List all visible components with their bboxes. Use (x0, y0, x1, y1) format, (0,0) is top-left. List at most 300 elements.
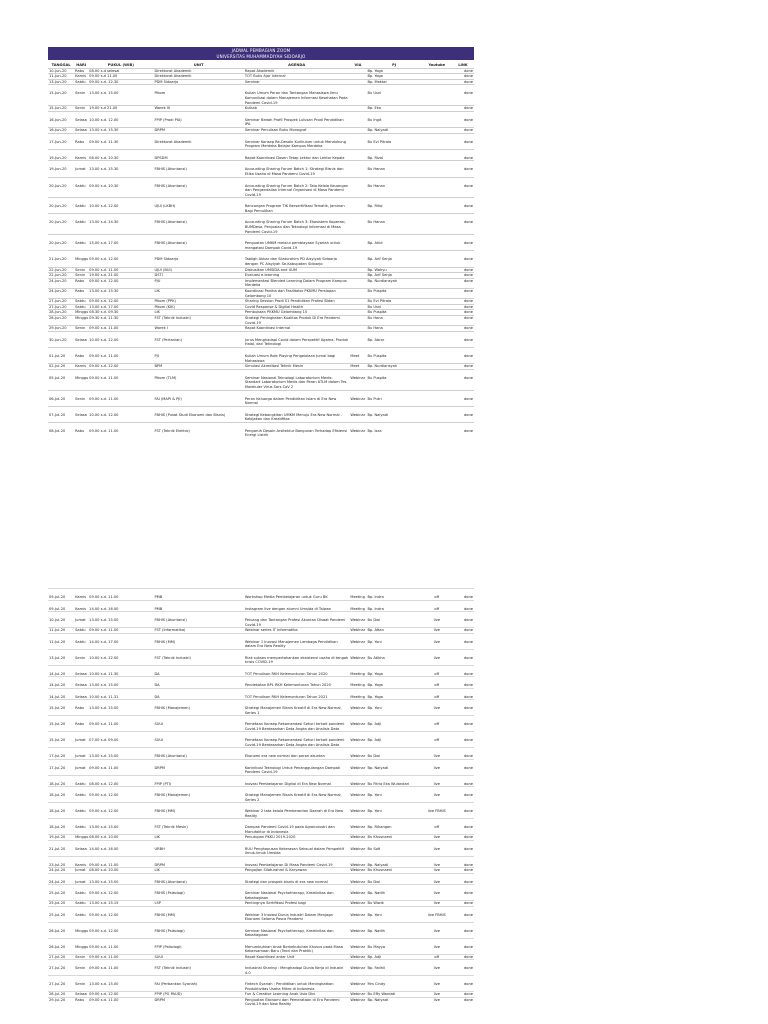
cell-youtube: live (422, 649, 452, 665)
cell-hari: Kamis (74, 364, 88, 370)
cell-via: Webinar (349, 787, 366, 803)
cell-link: done (452, 589, 474, 601)
table-row (48, 873, 474, 885)
cell-hari: Rabu (74, 716, 88, 732)
table-row (48, 716, 474, 732)
cell-agenda: Covid Response & Digital Health (244, 304, 349, 310)
cell-pj: Bu Hanan (366, 214, 421, 235)
cell-link: done (452, 326, 474, 332)
cell-agenda: Kontribusi Teknologi Untuk Penanggulangan Dampak Pandemi Covid-19 (244, 759, 349, 775)
cell-pj: Bp. Adji (366, 716, 421, 732)
cell-agenda: Webinar 2 tata kelola Pemberontan Daerah di Era New Reality (244, 803, 349, 819)
cell-pukul: 10.00 s.d. 12.00 (88, 198, 153, 214)
cell-pukul: 09.00 s.d. 11.00 (88, 938, 153, 954)
cell-tanggal: 24-Jul-20 (48, 873, 74, 885)
cell-tanggal: 24-Jun-20 (48, 289, 74, 299)
cell-link: done (452, 976, 474, 992)
cell-hari: Minggu (74, 251, 88, 267)
cell-unit: DA (153, 677, 243, 689)
cell-via: Meeting (349, 688, 366, 700)
cell-link: done (452, 85, 474, 106)
cell-youtube: live (422, 700, 452, 716)
cell-tanggal: 14-Jul-20 (48, 665, 74, 677)
cell-agenda: Dampak Pandemi Covid-19 pada Agroindustri dan Manufaktur di Indonesia (244, 819, 349, 835)
cell-unit: FBHIS (Akuntansi) (153, 612, 243, 628)
cell-unit: FST (Teknik Elektro) (153, 422, 243, 438)
cell-pukul: 14.00 s.d. 16.00 (88, 600, 153, 612)
cell-hari: Minggu (75, 835, 89, 839)
cell-link: done (452, 700, 474, 716)
cell-youtube (422, 149, 452, 161)
cell-via: Webinar (349, 422, 366, 438)
cell-tanggal: 25-Jul-20 (48, 885, 74, 901)
cell-pukul: 08.00 s.d. 12.00 (88, 775, 153, 787)
cell-link: done (452, 835, 474, 841)
cell-youtube: live (422, 868, 452, 874)
cell-tanggal: 17-Jul-20 (48, 759, 74, 775)
table-row (48, 633, 474, 649)
cell-unit: FAI (Perbankan Syariah) (153, 976, 243, 992)
header-pukul: PUKUL (WIB) (107, 63, 134, 67)
cell-pj: Bp. Fadhil (366, 960, 421, 976)
cell-pukul: 09.30 s.d. 11.30 (88, 315, 153, 325)
table-row (48, 289, 474, 299)
table-row (48, 748, 474, 760)
cell-tanggal: 16-Jun-20 (48, 111, 74, 127)
cell-tanggal: 28-Jun-20 (48, 310, 74, 316)
cell-hari: Senin (74, 390, 88, 406)
table-row (48, 111, 474, 127)
cell-tanggal: 27-Jun-20 (48, 304, 74, 310)
cell-link: done (452, 649, 474, 665)
cell-agenda: TOT Buku Ajar Internal (244, 74, 349, 80)
schedule-sheet-2 (48, 588, 474, 1007)
table-row (48, 390, 474, 406)
cell-unit: FST (Teknik Industri) (153, 315, 243, 325)
cell-agenda: Koordinasi Panitia dan Fasilitator PKKMU Persiapan Gelombang 10 (244, 289, 349, 299)
cell-unit: DA (153, 665, 243, 677)
cell-youtube (422, 315, 452, 325)
cell-pj: Bu Mayya (366, 938, 421, 954)
cell-pj: Bp. Yoga (366, 665, 421, 677)
cell-via: Webinar (349, 906, 366, 922)
cell-link: done (452, 901, 474, 907)
cell-unit: Direktorat Akademik (153, 133, 243, 149)
cell-pj: Bp. Rihangan (366, 819, 421, 835)
cell-agenda: Implementasi Blended Learning Dalam Program Kampus Merdeka (244, 278, 349, 288)
cell-hari: Sabtu (74, 775, 88, 787)
cell-agenda: Rapat Koordinasi antar Unit (244, 954, 349, 960)
cell-unit: FST (Teknik Industri) (153, 649, 243, 665)
cell-agenda: Inovasi Pembelajaran Digital di Era New Normal (244, 775, 349, 787)
cell-pj: Bu Puspita (366, 369, 421, 390)
cell-link: done (452, 819, 474, 835)
table-row (48, 422, 474, 438)
table-row (48, 406, 474, 422)
cell-youtube (422, 331, 452, 347)
cell-via: Webinar (349, 803, 366, 819)
header-unit: UNIT (193, 63, 204, 67)
cell-unit: FBHIS (Akuntansi) (153, 873, 243, 885)
cell-pj: Bp. Nadih (366, 922, 421, 938)
cell-hari: Minggu (74, 369, 88, 390)
schedule-sheet-1 (48, 47, 474, 438)
cell-unit: PMB (153, 589, 243, 601)
table-row (48, 906, 474, 922)
cell-via: Webinar (350, 835, 366, 839)
cell-via (349, 331, 366, 347)
cell-unit: DRPM (153, 127, 243, 133)
cell-tanggal: 27-Jul-20 (48, 976, 74, 992)
cell-pukul: 09.00 s.d. 11.00 (88, 326, 153, 332)
cell-pj: Bp. Nalyadi (366, 406, 421, 422)
cell-link: done (452, 251, 474, 267)
table-row (48, 251, 474, 267)
cell-pj: Bu Fitria Eka Wulandari (366, 775, 421, 787)
cell-hari: Rabu (74, 68, 88, 74)
cell-via: Webinar (349, 390, 366, 406)
cell-tanggal: 11-Jul-20 (48, 633, 74, 649)
cell-tanggal: 26-Jul-20 (48, 922, 74, 938)
cell-pj: Bp. Adji (366, 954, 421, 960)
cell-link: done (452, 310, 474, 316)
cell-pukul: 09.00 s.d. 12.00 (88, 278, 153, 288)
cell-tanggal: 15-Jul-20 (48, 732, 74, 748)
cell-tanggal: 18-Jul-20 (48, 787, 74, 803)
cell-link: done (452, 922, 474, 938)
cell-link: done (452, 214, 474, 235)
cell-hari: Rabu (74, 422, 88, 438)
cell-youtube (422, 198, 452, 214)
cell-via: Webinar (349, 748, 366, 760)
cell-hari: Selasa (74, 331, 88, 347)
cell-tanggal: 18-Jul-20 (48, 775, 74, 787)
cell-pukul: 13.00 s.d. 15.00 (88, 976, 153, 992)
cell-unit: DA (153, 688, 243, 700)
cell-tanggal: 21-Jun-20 (48, 251, 74, 267)
cell-tanggal: 17-Jul-20 (48, 748, 74, 760)
cell-unit: Pikom (KIK) (153, 304, 243, 310)
cell-pukul: 08.00 s.d. 10.30 (88, 149, 153, 161)
cell-hari: Sabtu (74, 819, 88, 835)
cell-agenda: Rapat Akademik (244, 68, 349, 74)
cell-via: Webinar (349, 369, 366, 390)
table-row (48, 612, 474, 628)
cell-youtube (422, 369, 452, 390)
cell-tanggal: 10-Jun-20 (48, 68, 74, 74)
cell-pj: Bu Effy Wardati (366, 992, 421, 998)
cell-unit: FBHIS (Psikologi) (153, 885, 243, 901)
table-row (48, 677, 474, 689)
cell-link: done (452, 906, 474, 922)
cell-agenda: Kuliah Umum Peran dan Tantangan Mahasiswa Ilmu Komunikasi dalam Manajemen Informasi Kesehatan Pada Pandemi Covid-19 (244, 85, 349, 106)
cell-tanggal: 19-Jun-20 (48, 161, 74, 177)
cell-hari: Senin (74, 649, 88, 665)
cell-hari: Sabtu (74, 906, 88, 922)
cell-pj: Bp. Nalyadi (366, 127, 421, 133)
table-row (48, 665, 474, 677)
header-row (48, 60, 474, 68)
cell-youtube (422, 85, 452, 106)
cell-pukul: 09.00 s.d. 11.00 (88, 997, 153, 1007)
cell-youtube: live (422, 612, 452, 628)
cell-unit: FST (Informatika) (153, 628, 243, 634)
cell-hari: Selasa (75, 127, 87, 132)
cell-tanggal: 14-Jul-20 (48, 677, 74, 689)
cell-link: done (452, 775, 474, 787)
cell-unit: DSTI (153, 273, 243, 279)
cell-agenda: Evaluasi e-learning (244, 273, 349, 279)
cell-agenda: RUU Penghapusan Kekerasan Seksual dalam Perspektif Ilmuk-ilmuk Umsida (244, 840, 349, 856)
cell-pukul: 13.00 s.d. 15.30 (88, 127, 153, 133)
cell-via: Webinar (349, 938, 366, 954)
cell-unit: DRPM (153, 759, 243, 775)
cell-pukul: 08.00 s.d. 10.00 (88, 835, 153, 841)
cell-hari: Jumat (74, 748, 88, 760)
cell-pj: Bp. Yoga (366, 688, 421, 700)
cell-hari: Senin (74, 106, 88, 112)
cell-via: Webinar (349, 649, 366, 665)
cell-pj: Bp. Yoni (366, 906, 421, 922)
cell-tanggal: 22-Jun-20 (48, 267, 74, 273)
cell-pj: Bu Evi Pitrala (366, 133, 421, 149)
cell-agenda: Industrial Sharing : Menghadapi Dunia Kerja di Industri 4.0 (244, 960, 349, 976)
cell-link: done (452, 235, 474, 251)
table-row (48, 775, 474, 787)
cell-youtube: off (422, 688, 452, 700)
cell-link: done (452, 422, 474, 438)
cell-pukul: 10.00 s.d. 12.00 (88, 649, 153, 665)
cell-agenda: Pengajian Silaturahmi & Karyawan (244, 868, 349, 874)
cell-youtube (422, 289, 452, 299)
cell-hari: Minggu (75, 310, 89, 315)
table-row (48, 732, 474, 748)
cell-unit: SUUI (153, 716, 243, 732)
cell-via (349, 149, 366, 161)
cell-hari: Minggu (74, 938, 88, 954)
header-agenda: AGENDA (288, 63, 306, 67)
cell-agenda: Webinar series IT Informatika (244, 628, 349, 634)
schedule-table-2 (48, 588, 474, 1007)
title-banner (48, 47, 474, 60)
cell-tanggal: 13-Jun-20 (48, 79, 74, 85)
cell-hari: Sabtu (74, 885, 88, 901)
cell-tanggal: 16-Jun-20 (48, 127, 74, 133)
cell-agenda: Peluang dan Tantangan Profesi Akuntan Disaat Pandemi Covid-19 (244, 612, 349, 628)
cell-youtube: live (422, 938, 452, 954)
cell-pukul: 09.00 s.d. 11.30 (88, 133, 153, 149)
cell-pukul: 13.00 s.d. 15.30 (88, 289, 153, 299)
cell-agenda: Pemetaan Konsep Rekomendasi Sekuri terkait pandemi Covid-19 Berdasarkan Data Angka dan Analisis Data (244, 732, 349, 748)
cell-tanggal: 15-Jul-20 (48, 716, 74, 732)
cell-unit: FPIP (PG PAUD) (153, 992, 243, 998)
cell-agenda: Strategi Kebangkitan UMKM Menuju Era New Normal - Kebijakan dan Kreatifitas (244, 406, 349, 422)
cell-youtube: live (422, 633, 452, 649)
cell-via: Meeting (349, 600, 366, 612)
cell-via: Webinar (350, 992, 366, 996)
cell-tanggal: 08-Jul-20 (48, 422, 74, 438)
cell-link: done (452, 331, 474, 347)
cell-link: done (452, 677, 474, 689)
cell-via: Webinar (349, 840, 366, 856)
cell-via: Webinar (350, 868, 366, 872)
cell-hari: Rabu (74, 700, 88, 716)
table-row (48, 85, 474, 106)
cell-pukul: 15.00 s.d. 17.00 (88, 235, 153, 251)
table-row (48, 787, 474, 803)
table-row (48, 885, 474, 901)
cell-tanggal: 20-Jun-20 (48, 214, 74, 235)
cell-via (349, 278, 366, 288)
cell-hari: Sabtu (74, 198, 88, 214)
cell-link: done (452, 716, 474, 732)
cell-hari: Kamis (74, 856, 88, 868)
cell-agenda: Jurus Menghadapi Covid dalam Perspektif Agama, Produk Halal, dan Teknologi (244, 331, 349, 347)
cell-link: done (452, 612, 474, 628)
cell-youtube: live (422, 840, 452, 856)
cell-link: done (452, 856, 474, 868)
cell-pj: Bu Hanan (366, 161, 421, 177)
cell-tanggal: 15-Jun-20 (48, 106, 74, 112)
cell-tanggal: 09-Jul-20 (48, 589, 74, 601)
cell-unit: Pikom (TLM) (153, 369, 243, 390)
cell-pj: Bu Hanan (366, 177, 421, 198)
cell-link: done (452, 198, 474, 214)
table-row (48, 922, 474, 938)
cell-agenda: TOT Penulisan RKH Kelemonturan Tahun 2021 (244, 688, 349, 700)
cell-tanggal: 24-Jun-20 (48, 278, 74, 288)
cell-agenda: Penutupan PKKU 2019-2020 (244, 835, 349, 841)
cell-agenda: Diskusikan UMSIDA and UUM (244, 267, 349, 273)
cell-tanggal: 21-Jul-20 (48, 840, 74, 856)
cell-hari: Rabu (74, 997, 88, 1007)
cell-hari: Jumat (74, 759, 88, 775)
cell-link: done (452, 960, 474, 976)
cell-hari: Selasa (74, 677, 88, 689)
cell-pj: Bu Hana (366, 326, 421, 332)
schedule-body-1 (48, 68, 474, 438)
cell-tanggal: 09-Jul-20 (48, 600, 74, 612)
cell-agenda: Webinar 1 Inovasi Manajemen Lembaga Pendidikan dalam Era New Reality (244, 633, 349, 649)
cell-pukul: 10.00 s.d. 12.00 (88, 331, 153, 347)
cell-pj: Bu Usni (366, 304, 421, 310)
cell-unit: DRPM (153, 997, 243, 1007)
cell-pukul: 09.00 s.d. 11.00 (88, 589, 153, 601)
cell-pj: Bp. Nalyadi (366, 997, 421, 1007)
cell-unit: FST (Teknik Industri) (153, 960, 243, 976)
table-row (48, 938, 474, 954)
cell-hari: Sabtu (74, 633, 88, 649)
cell-agenda: Pemetaan Konsep Rekomendasi Sekuri terkait pandemi Covid-19 Berdasarkan Data Angka dan Analisis Data (244, 716, 349, 732)
cell-link: done (452, 688, 474, 700)
cell-pj: Bu Ingit (366, 111, 421, 127)
cell-agenda: Strategi Manajemen Bisnis Kreatif di Era New Normal, Series 2 (244, 787, 349, 803)
cell-tanggal: 27-Jul-20 (48, 954, 74, 960)
cell-pj: Bu Dwi (366, 612, 421, 628)
cell-unit: BPM (153, 364, 243, 370)
cell-pukul: 09.00 s.d. 12.00 (88, 251, 153, 267)
table-row (48, 369, 474, 390)
cell-hari: Sabtu (74, 235, 88, 251)
cell-youtube: live (422, 835, 452, 841)
cell-pj: Bu Puspita (366, 289, 421, 299)
cell-link: done (452, 68, 474, 74)
cell-agenda: Fun & Creative Learning Anak Usia Dini (244, 992, 349, 998)
cell-tanggal: 11-Jun-20 (48, 74, 74, 80)
table-row (48, 589, 474, 601)
cell-youtube: off (422, 677, 452, 689)
cell-pukul: 09.00 s.d. 12.00 (88, 922, 153, 938)
cell-hari: Sabtu (74, 79, 88, 85)
cell-pj: Bp. Indra (366, 589, 421, 601)
cell-pukul: 09.00 s.d. 12.30 (88, 79, 153, 85)
cell-pj: Bp. Indra (366, 600, 421, 612)
table-row (48, 997, 474, 1007)
cell-youtube: live (422, 922, 452, 938)
cell-pukul: 09.00 s.d. 10.30 (88, 177, 153, 198)
cell-hari: Senin (74, 976, 88, 992)
cell-via (349, 198, 366, 214)
cell-agenda: Pembukaan PKKMU Gelombang 10 (244, 310, 349, 316)
cell-pj: Bp. Nadih (366, 885, 421, 901)
cell-agenda: TOT Penulisan RKH Kelemonturan Tahun 2020 (244, 665, 349, 677)
table-row (48, 177, 474, 198)
cell-unit: URBH (153, 840, 243, 856)
cell-pukul: 13.00 s.d. 15.00 (88, 873, 153, 885)
cell-unit: FBHIS (Manajemen) (153, 700, 243, 716)
cell-pj: Bp. Arif Senja (366, 251, 421, 267)
cell-link: done (452, 304, 474, 310)
cell-agenda: Fintech Syariah : Pendidikan untuk Meningkatkan Produktivitas Usaha Mikro di Indonesia (244, 976, 349, 992)
cell-hari: Senin (74, 326, 88, 332)
cell-via: Webinar (350, 901, 366, 905)
cell-youtube (422, 111, 452, 127)
cell-agenda: Inovasi Pembelajaran Di Masa Pandemi Covid-19 (244, 856, 349, 868)
cell-hari: Sabtu (74, 901, 88, 907)
cell-youtube (422, 251, 452, 267)
schedule-body-2 (48, 589, 474, 1007)
cell-hari: Selasa (74, 665, 88, 677)
cell-pj: Mrs Cindy (366, 976, 421, 992)
cell-unit: LIK (153, 289, 243, 299)
cell-hari: Kamis (74, 600, 88, 612)
cell-hari: Selasa (75, 992, 87, 996)
cell-link: done (452, 267, 474, 273)
cell-agenda: Tabligh Akbar dan Silaturahim PD Aisyiyah Sidoarjo dengan PC Aisyiyah Se-Kabupaten Sidoarjo (244, 251, 349, 267)
cell-unit: FAI (MAPI & PJI) (153, 390, 243, 406)
cell-pj: Bp. Rizal (366, 149, 421, 161)
cell-agenda: Strategi Peningkatan Kualitas Produk Di Era Pandemi Covid-19 (244, 315, 349, 325)
cell-pj: Bp. Mektar (366, 79, 421, 85)
cell-hari: Kamis (74, 149, 88, 161)
cell-link: done (452, 133, 474, 149)
cell-link: done (452, 299, 474, 305)
table-row (48, 819, 474, 835)
cell-pukul: 09.00 s.d. 12.00 (88, 885, 153, 901)
table-row (48, 976, 474, 992)
cell-link: done (452, 600, 474, 612)
table-row (48, 198, 474, 214)
cell-unit: DRPM (153, 856, 243, 868)
cell-pukul: 10.00 s.d. 12.00 (88, 406, 153, 422)
cell-pj: Bu Khusnaeni (366, 835, 421, 841)
cell-via: Webinar (349, 633, 366, 649)
cell-pukul: 09.00 s.d. 11.00 (88, 960, 153, 976)
cell-hari: Jumat (74, 873, 88, 885)
cell-tanggal: 10-Jul-20 (48, 612, 74, 628)
cell-youtube (422, 177, 452, 198)
cell-agenda: Seminar Penulisan Buku Monograf (244, 127, 349, 133)
